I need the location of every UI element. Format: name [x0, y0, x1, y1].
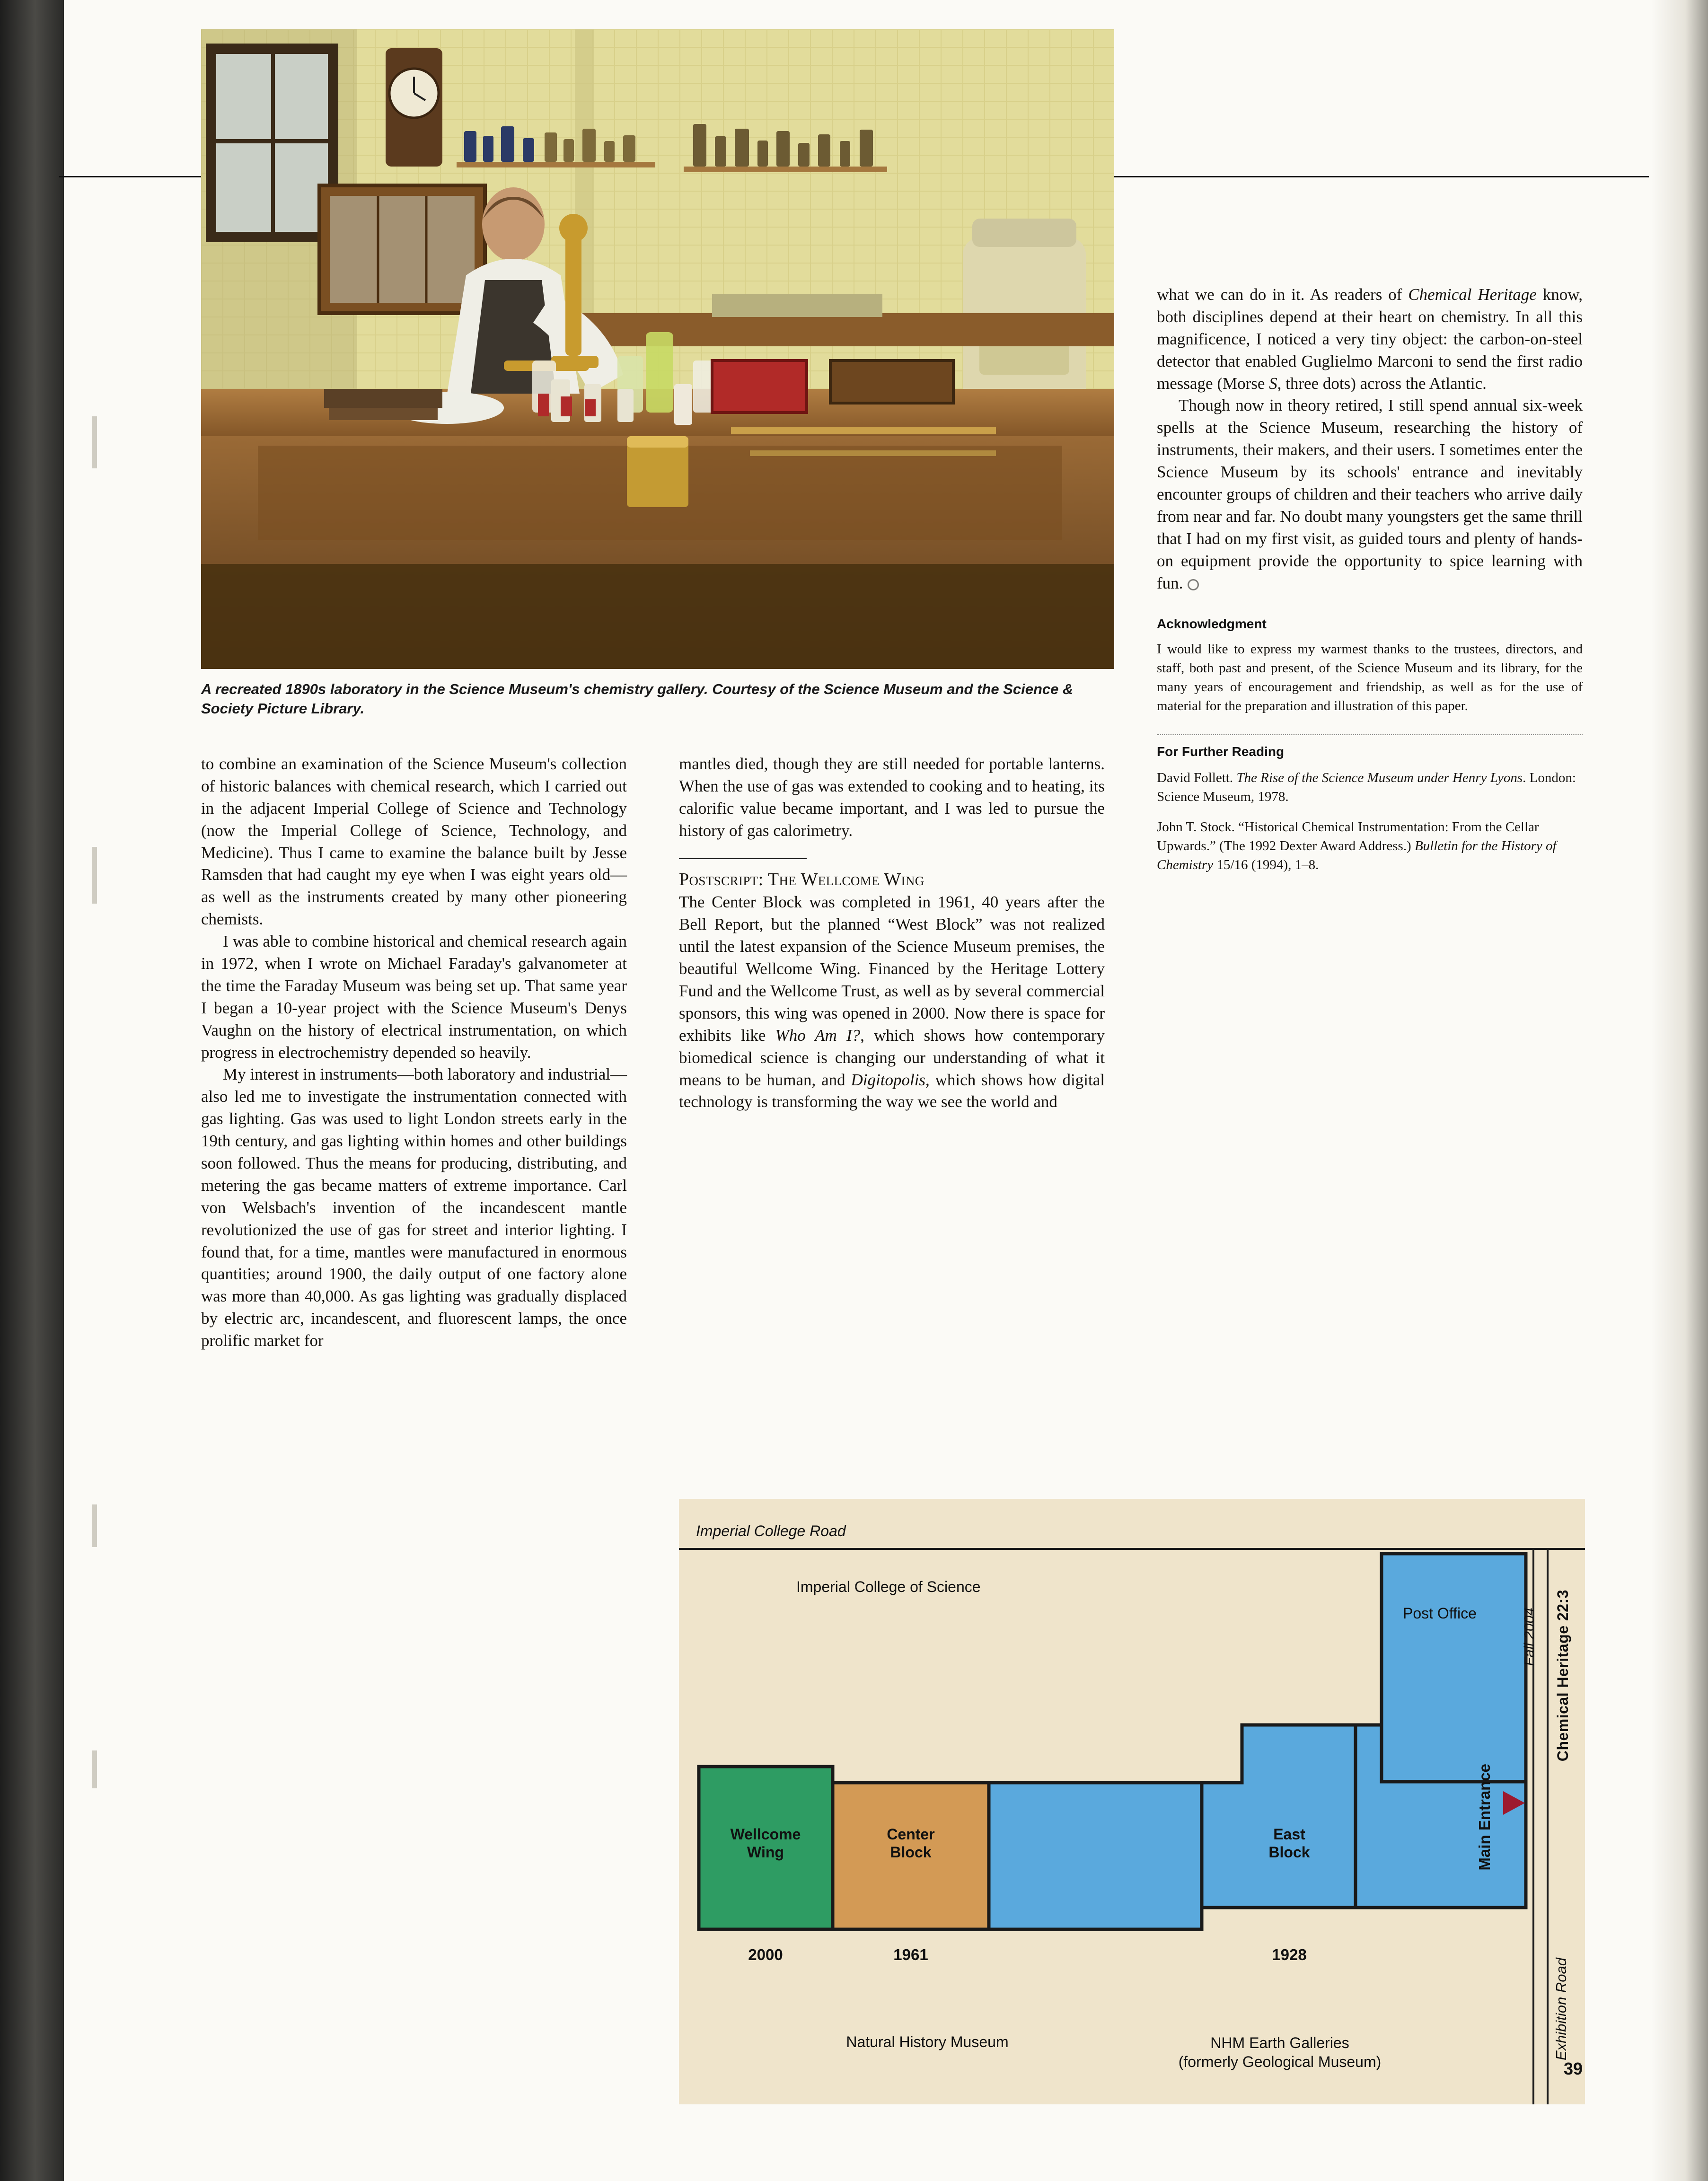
paragraph	[679, 891, 1105, 1113]
text-run: . London: Science Museum, 1978.	[1157, 770, 1576, 804]
acknowledgment-heading: Acknowledgment	[1157, 616, 1267, 632]
text-run: David Follett.	[1157, 770, 1237, 785]
body-column-2	[679, 753, 1105, 1113]
text-run: The Center Block was completed in 1961, 40 years after the Bell Report, but the planned “West Block” was not realized until the latest expansion of the Science Museum premises, the beautiful Wellcome Wing. Financed by the Heritage Lottery Fund and the Wellcome Trust, as well as by several commercial sponsors, this wing was opened in 2000. Now there is space for exhibits like	[679, 893, 1105, 1045]
text-run: 15/16 (1994), 1–8.	[1213, 857, 1319, 872]
further-reading-divider	[1157, 734, 1583, 735]
text-run: , which shows how digital technology is transforming the way we see the world and	[679, 1070, 1105, 1111]
block-label-east-block	[1218, 1825, 1360, 1862]
block-label-line2: Block	[890, 1844, 932, 1861]
page-paper	[64, 0, 1708, 2181]
end-of-article-icon	[1188, 579, 1199, 590]
paragraph: My interest in instruments—both laboratory and industrial—also led me to investigate the instrumentation connected with gas lighting. Gas was used to light London streets early in the 19th century, and gas lighting within homes and other buildings soon followed. Thus the means for producing, distributing, and metering the gas became matters of extreme importance. Carl von Welsbach's invention of the incandescent mantle revolutionized the use of gas for street and interior lighting. I found that, for a time, mantles were manufactured in enormous quantities; around 1900, the daily output of one factory alone was more than 40,000. As gas lighting was gradually displaced by electric arc, incandescent, and fluorescent lamps, the once prolific market for	[201, 1065, 627, 1350]
nhm-line2: (formerly Geological Museum)	[1178, 2053, 1382, 2070]
label-post-office: Post Office	[1403, 1605, 1477, 1622]
nhm-line1: NHM Earth Galleries	[1210, 2034, 1349, 2051]
block-label-line1: Center	[887, 1826, 935, 1843]
running-head-journal: Chemical Heritage 22:3	[1554, 1590, 1571, 1762]
journal-title-italic: Chemical Heritage	[1408, 285, 1537, 304]
title-italic: Who Am I?	[775, 1026, 861, 1045]
further-reading-heading: For Further Reading	[1157, 744, 1285, 759]
body-column-3	[1157, 284, 1583, 886]
margin-mark	[92, 1750, 97, 1788]
text-run: know, both disciplines depend at their heart on chemistry. In all this magnificence, I noticed a very tiny object: the carbon-on-steel detector that enabled Guglielmo Marconi to send the first radio message (Morse	[1157, 285, 1583, 393]
label-natural-history-museum: Natural History Museum	[846, 2033, 1009, 2050]
year-label-1961: 1961	[893, 1946, 928, 1963]
science-museum-site-plan	[679, 1499, 1585, 2104]
margin-mark	[92, 1504, 97, 1547]
reference-item	[1157, 818, 1583, 874]
label-main-entrance: Main Entrance	[1476, 1764, 1493, 1871]
text-run: what we can do in it. As readers of	[1157, 285, 1409, 304]
margin-mark	[92, 847, 97, 904]
year-label-2000: 2000	[748, 1946, 783, 1963]
block-label-line1: East	[1273, 1826, 1305, 1843]
body-column-1	[201, 753, 627, 1352]
block-label-line2: Block	[1268, 1844, 1310, 1861]
photo-caption: A recreated 1890s laboratory in the Science Museum's chemistry gallery. Courtesy of the Science Museum and the Science & Society Picture Library.	[201, 681, 1074, 717]
label-imperial-college-of-science: Imperial College of Science	[796, 1578, 981, 1595]
running-head-date: Fall 2004	[1522, 1608, 1537, 1666]
block-label-line2: Wing	[747, 1844, 784, 1861]
section-heading: Postscript: The Wellcome Wing	[679, 869, 924, 889]
margin-mark	[92, 416, 97, 468]
paragraph: mantles died, though they are still needed for portable lanterns. When the use of gas was extended to cooking and to heating, its calorific value became important, and I was led to pursue the history of gas calorimetry.	[679, 755, 1105, 840]
paragraph: to combine an examination of the Science Museum's collection of historic balances with chemical research, which I carried out in the adjacent Imperial College of Science and Technology (now the Imperial College of Science, Technology, and Medicine). Thus I came to examine the balance built by Jesse Ramsden that had caught my eye when I was eight years old—as well as the instruments created by many other pioneering chemists.	[201, 755, 627, 929]
label-nhm-earth-galleries	[1152, 2033, 1408, 2071]
acknowledgment-body: I would like to express my warmest thanks to the trustees, directors, and staff, both past and present, of the Science Museum and its library, for the many years of encouragement and friendship, as well as for the use of material for the preparation and illustration of this paper.	[1157, 641, 1583, 714]
recreated-1890s-laboratory-photo	[201, 29, 1114, 669]
page-number: 39	[1563, 2059, 1583, 2078]
section-divider	[679, 858, 807, 859]
paragraph	[1157, 284, 1583, 395]
page-edge	[1651, 0, 1708, 2181]
paragraph	[1157, 395, 1583, 594]
book-title-italic: The Rise of the Science Museum under Henry Lyons	[1236, 770, 1523, 785]
text-run: Though now in theory retired, I still spend annual six-week spells at the Science Museum, researching the history of instruments, their makers, and their users. I sometimes enter the Science Museum by its schools' entrance and inevitably encounter groups of children and their teachers who arrive daily from near and far. No doubt many youngsters get the same thrill that I had on my first visit, as guided tours and plenty of hands-on equipment provide the opportunity to spice learning with fun.	[1157, 396, 1583, 592]
paragraph: I was able to combine historical and chemical research again in 1972, when I wrote on Michael Faraday's galvanometer at the time the Faraday Museum was being set up. That same year I began a 10-year project with the Science Museum's Denys Vaughn on the history of electrical instrumentation, on which progress in electrochemistry depended so heavily.	[201, 932, 627, 1062]
text-run: , three dots) across the Atlantic.	[1277, 374, 1487, 393]
text-run: John T. Stock. “Historical Chemical Instrumentation: From the Cellar Upwards.” (The 1992 Dexter Award Address.)	[1157, 819, 1539, 853]
title-italic: Digitopolis	[851, 1070, 926, 1089]
block-label-line1: Wellcome	[730, 1826, 801, 1843]
year-label-1928: 1928	[1272, 1946, 1307, 1963]
road-label-imperial-college-road: Imperial College Road	[696, 1522, 846, 1539]
page-content	[135, 0, 1649, 2181]
road-label-exhibition-road: Exhibition Road	[1553, 1958, 1569, 2061]
journal-title-italic: Bulletin for the History of Chemistry	[1157, 838, 1557, 872]
book-binding	[0, 0, 64, 2181]
block-label-center-block	[840, 1825, 982, 1862]
text-run: , which shows how contemporary biomedical science is changing our understanding of what it means to be human, and	[679, 1026, 1105, 1089]
morse-letter-italic: S	[1269, 374, 1277, 393]
reference-item	[1157, 768, 1583, 806]
block-label-wellcome-wing	[706, 1825, 825, 1862]
